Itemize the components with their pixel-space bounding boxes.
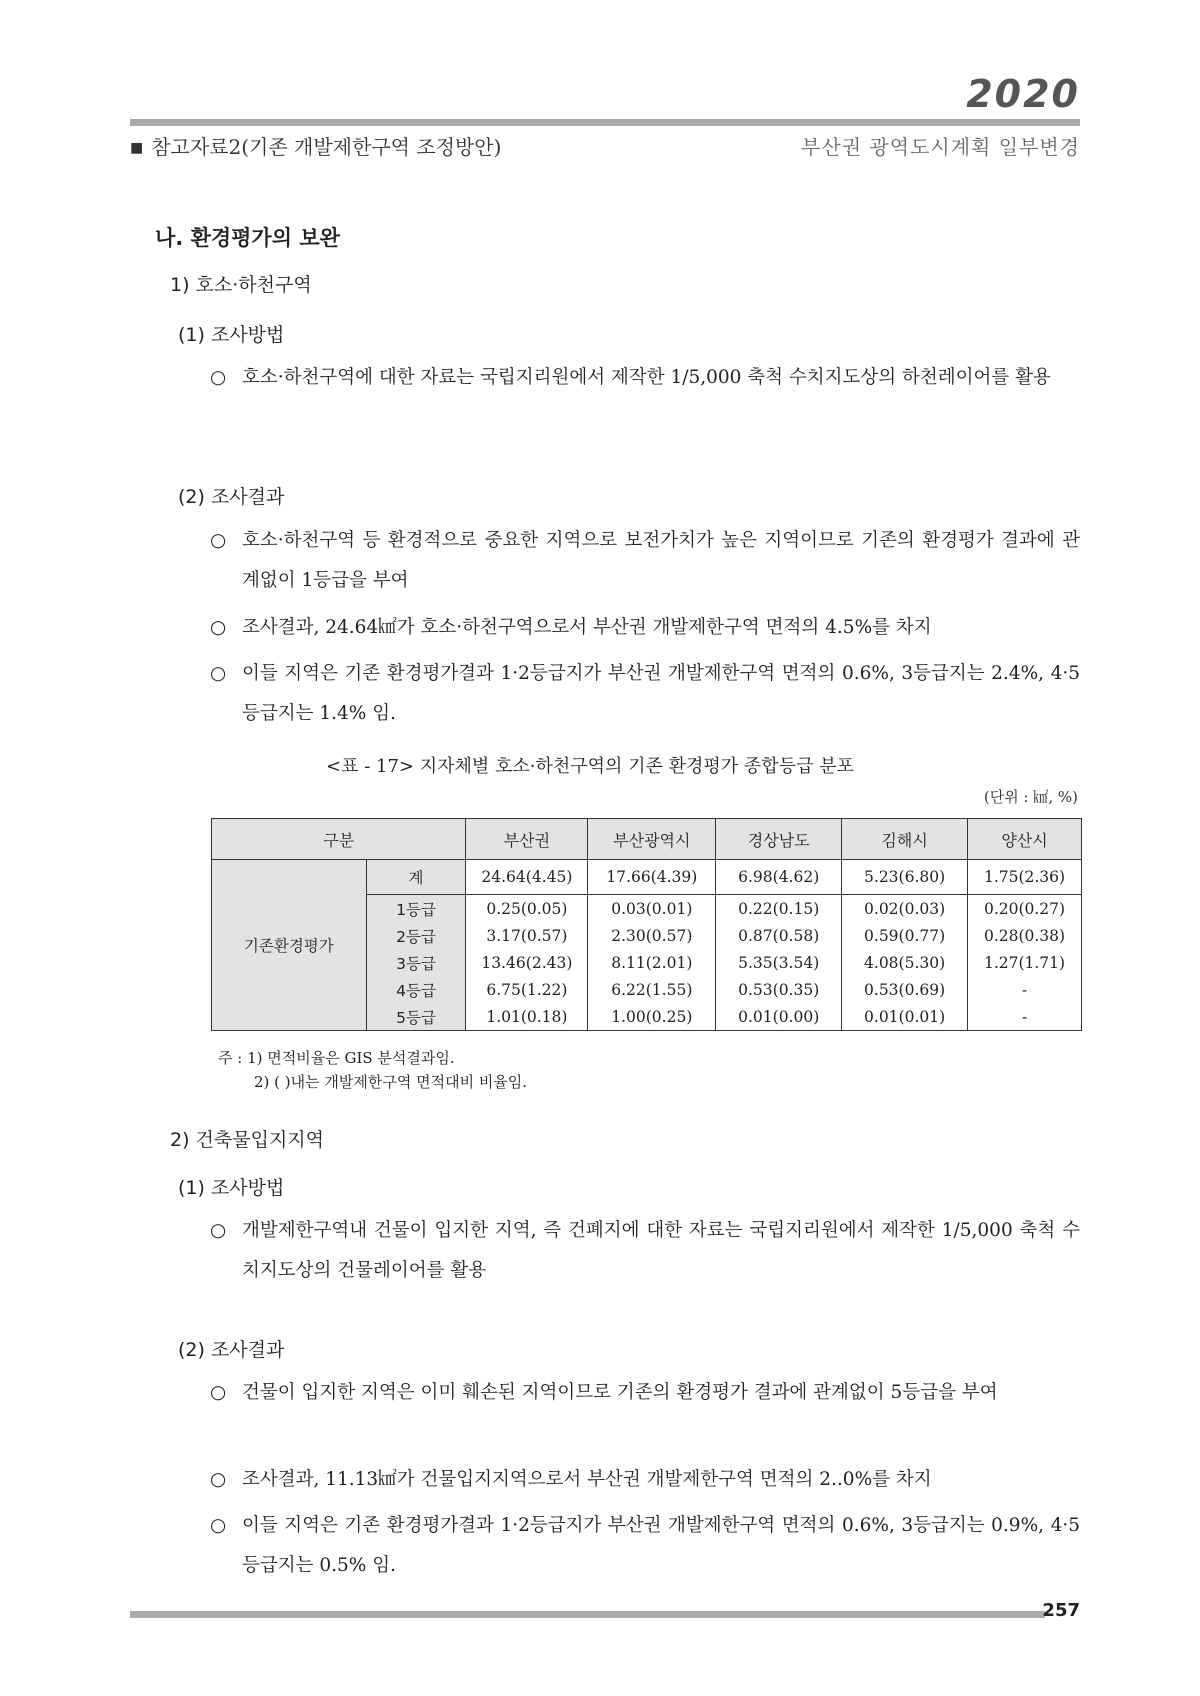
paragraph-text: 호소·하천구역에 대한 자료는 국립지리원에서 제작한 1/5,000 축척 수치지도상의 하천레이어를 활용 bbox=[242, 367, 1051, 388]
paragraph-item bbox=[210, 1506, 1080, 1586]
table-header-cell: 김해시 bbox=[842, 819, 968, 860]
table-cell: 0.59(0.77) bbox=[842, 922, 968, 949]
table-note: 주 : 1) 면적비율은 GIS 분석결과임. bbox=[218, 1049, 455, 1067]
table-cell: 6.98(4.62) bbox=[716, 860, 842, 895]
table-cell: 0.20(0.27) bbox=[968, 895, 1082, 923]
paragraph-text: 이들 지역은 기존 환경평가결과 1·2등급지가 부산권 개발제한구역 면적의 0.6%, 3등급지는 0.9%, 4·5등급지는 0.5% 임. bbox=[242, 1515, 1080, 1576]
table-cell: 0.28(0.38) bbox=[968, 922, 1082, 949]
subsection-1-method-title: (1) 조사방법 bbox=[178, 324, 285, 346]
paragraph-item bbox=[210, 654, 1080, 734]
paragraph-text: 조사결과, 24.64㎢가 호소·하천구역으로서 부산권 개발제한구역 면적의 4.5%를 차지 bbox=[242, 617, 932, 638]
paragraph-item bbox=[210, 1460, 1080, 1500]
header-left bbox=[130, 131, 501, 160]
subsection-2-method-title: (1) 조사방법 bbox=[178, 1177, 285, 1199]
document-year: 2020 bbox=[966, 72, 1080, 116]
table-header-cell: 경상남도 bbox=[716, 819, 842, 860]
table-cell: 6.75(1.22) bbox=[466, 976, 588, 1003]
paragraph-text: 이들 지역은 기존 환경평가결과 1·2등급지가 부산권 개발제한구역 면적의 0.6%, 3등급지는 2.4%, 4·5등급지는 1.4% 임. bbox=[242, 663, 1080, 724]
table-header-row bbox=[212, 819, 1082, 860]
table-cell: 1.27(1.71) bbox=[968, 949, 1082, 976]
paragraph-text: 건물이 입지한 지역은 이미 훼손된 지역이므로 기존의 환경평가 결과에 관계없이 5등급을 부여 bbox=[242, 1382, 998, 1403]
subsection-2-result-title: (2) 조사결과 bbox=[178, 1339, 285, 1361]
circle-bullet-icon: ○ bbox=[210, 1382, 227, 1403]
table-cell: 0.25(0.05) bbox=[466, 895, 588, 923]
row-label: 5등급 bbox=[366, 1003, 466, 1031]
section-title: 나. 환경평가의 보완 bbox=[155, 226, 340, 250]
table-cell: 1.00(0.25) bbox=[588, 1003, 716, 1031]
table-note: 2) ( )내는 개발제한구역 면적대비 비율임. bbox=[254, 1073, 528, 1091]
table-cell: 3.17(0.57) bbox=[466, 922, 588, 949]
table-unit: (단위 : ㎢, %) bbox=[983, 788, 1078, 806]
table-cell: 5.23(6.80) bbox=[842, 860, 968, 895]
grade-distribution-table bbox=[211, 818, 1082, 1031]
page-number: 257 bbox=[1042, 1600, 1080, 1621]
circle-bullet-icon: ○ bbox=[210, 367, 227, 388]
table-cell: 0.01(0.00) bbox=[716, 1003, 842, 1031]
table-cell: 24.64(4.45) bbox=[466, 860, 588, 895]
table-cell: - bbox=[968, 1003, 1082, 1031]
circle-bullet-icon: ○ bbox=[210, 1220, 227, 1241]
circle-bullet-icon: ○ bbox=[210, 1515, 227, 1536]
table-header-cell: 양산시 bbox=[968, 819, 1082, 860]
circle-bullet-icon: ○ bbox=[210, 1469, 227, 1490]
table-cell: 4.08(5.30) bbox=[842, 949, 968, 976]
paragraph-item bbox=[210, 358, 1080, 398]
paragraph-item bbox=[210, 1373, 1080, 1413]
table-notes bbox=[218, 1046, 527, 1094]
subsection-1-result-title: (2) 조사결과 bbox=[178, 486, 285, 508]
table-cell: 13.46(2.43) bbox=[466, 949, 588, 976]
table-caption-text: <표 - 17> 지자체별 호소·하천구역의 기존 환경평가 종합등급 분포 bbox=[326, 756, 854, 777]
row-label: 계 bbox=[366, 860, 466, 895]
table-cell: 0.01(0.01) bbox=[842, 1003, 968, 1031]
paragraph-item bbox=[210, 521, 1080, 601]
circle-bullet-icon: ○ bbox=[210, 663, 227, 684]
row-label: 1등급 bbox=[366, 895, 466, 923]
table-row bbox=[212, 860, 1082, 895]
circle-bullet-icon: ○ bbox=[210, 617, 227, 638]
circle-bullet-icon: ○ bbox=[210, 530, 227, 551]
table-cell: 17.66(4.39) bbox=[588, 860, 716, 895]
row-group-label: 기존환경평가 bbox=[212, 860, 367, 1031]
table-cell: 5.35(3.54) bbox=[716, 949, 842, 976]
table-cell: 1.01(0.18) bbox=[466, 1003, 588, 1031]
header-left-title: 참고자료2(기존 개발제한구역 조정방안) bbox=[151, 135, 502, 159]
table-cell: 0.03(0.01) bbox=[588, 895, 716, 923]
table-cell: 0.53(0.69) bbox=[842, 976, 968, 1003]
table-header-cell: 부산광역시 bbox=[588, 819, 716, 860]
row-label: 2등급 bbox=[366, 922, 466, 949]
paragraph-text: 조사결과, 11.13㎢가 건물입지지역으로서 부산권 개발제한구역 면적의 2..0%를 차지 bbox=[242, 1469, 932, 1490]
table-cell: 6.22(1.55) bbox=[588, 976, 716, 1003]
table-cell: 2.30(0.57) bbox=[588, 922, 716, 949]
table-header-cell: 구분 bbox=[212, 819, 466, 860]
table-cell: 1.75(2.36) bbox=[968, 860, 1082, 895]
table-cell: 0.22(0.15) bbox=[716, 895, 842, 923]
table-cell: 0.53(0.35) bbox=[716, 976, 842, 1003]
row-label: 3등급 bbox=[366, 949, 466, 976]
subsection-2-title: 2) 건축물입지지역 bbox=[170, 1129, 325, 1151]
paragraph-item bbox=[210, 608, 1080, 648]
square-bullet-icon: ■ bbox=[130, 140, 144, 156]
table-cell: 0.87(0.58) bbox=[716, 922, 842, 949]
header-right-title: 부산권 광역도시계획 일부변경 bbox=[801, 135, 1080, 159]
table-header-cell: 부산권 bbox=[466, 819, 588, 860]
subsection-1-title: 1) 호소·하천구역 bbox=[170, 274, 312, 296]
table-cell: 8.11(2.01) bbox=[588, 949, 716, 976]
header-rule bbox=[130, 119, 1080, 126]
table-cell: - bbox=[968, 976, 1082, 1003]
table-cell: 0.02(0.03) bbox=[842, 895, 968, 923]
paragraph-text: 호소·하천구역 등 환경적으로 중요한 지역으로 보전가치가 높은 지역이므로 기존의 환경평가 결과에 관계없이 1등급을 부여 bbox=[242, 530, 1080, 591]
paragraph-text: 개발제한구역내 건물이 입지한 지역, 즉 건폐지에 대한 자료는 국립지리원에서 제작한 1/5,000 축척 수치지도상의 건물레이어를 활용 bbox=[242, 1220, 1080, 1281]
row-label: 4등급 bbox=[366, 976, 466, 1003]
paragraph-item bbox=[210, 1211, 1080, 1291]
footer-rule bbox=[130, 1611, 1045, 1618]
table-caption bbox=[0, 752, 1200, 778]
